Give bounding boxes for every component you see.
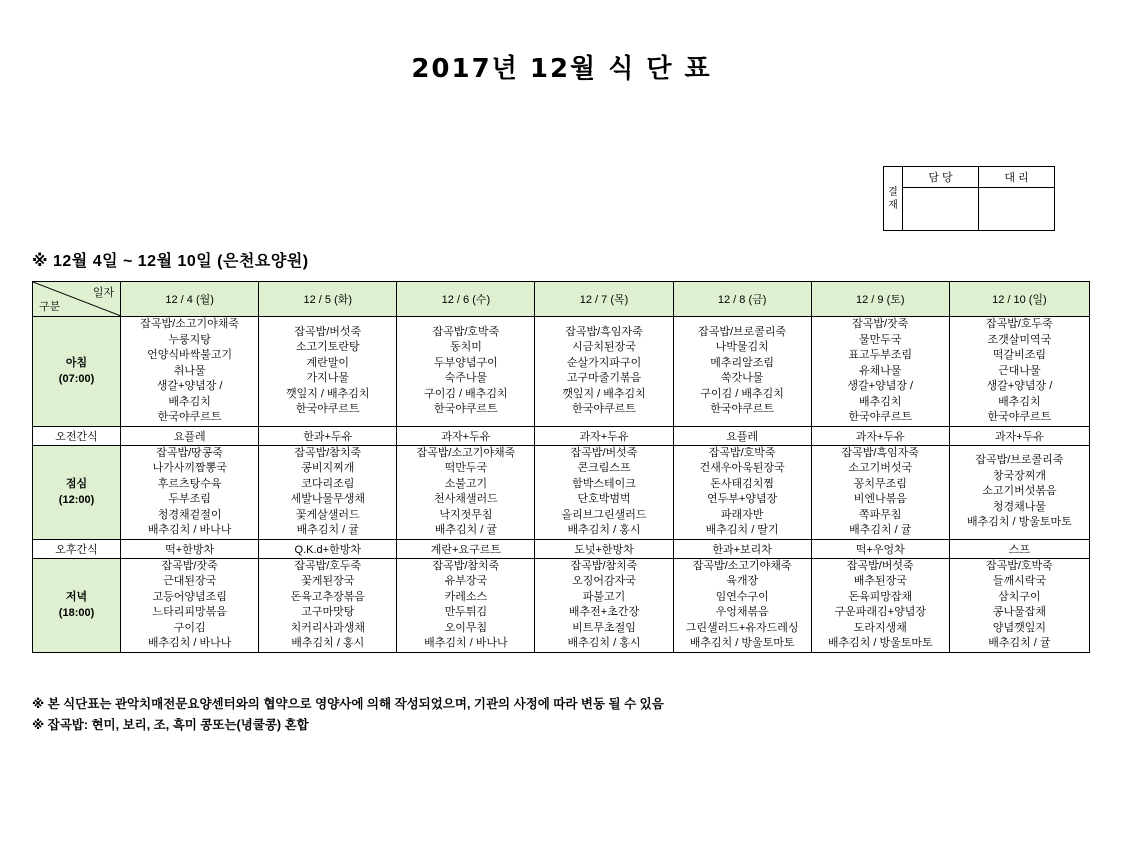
page-title: 2017년 12월 식 단 표: [411, 54, 712, 84]
menu-item: 계란말이: [306, 356, 350, 369]
menu-item: 한국야쿠르트: [572, 403, 636, 416]
menu-item: 구이김 / 배추김치: [424, 387, 508, 400]
menu-item: 한국야쿠르트: [434, 403, 498, 416]
menu-item: 느타리피망볶음: [152, 606, 227, 618]
menu-item: 꽃게된장국: [301, 575, 355, 587]
menu-cell-3-3: [397, 445, 535, 539]
menu-item: 배추김치 / 방울토마토: [689, 637, 795, 649]
menu-item: 누룽지탕: [168, 333, 211, 346]
menu-item: 돈육고추장볶음: [290, 590, 365, 603]
menu-item: 천사채샐러드: [434, 493, 498, 505]
weekly-menu-table: [32, 281, 1090, 653]
menu-cell-5-4: [535, 558, 673, 652]
menu-item: 잡곡밥/호두죽: [294, 559, 362, 572]
snack-cell-2-1: 요플레: [121, 426, 259, 445]
menu-cell-5-7: [949, 558, 1089, 652]
menu-item: 양념깻잎지: [992, 621, 1046, 634]
menu-cell-3-4: [535, 445, 673, 539]
meal-time: (07:00): [58, 373, 95, 386]
menu-item: 배추김치 / 귤: [434, 524, 498, 536]
snack-cell-2-6: 과자+두유: [811, 426, 949, 445]
menu-item: 배추김치 / 홍시: [567, 637, 641, 649]
menu-item: 파불고기: [582, 590, 626, 603]
menu-item: 배추김치 / 귤: [988, 637, 1051, 649]
date-header-6: 12 / 9 (토): [811, 282, 949, 317]
snack-cell-2-4: 과자+두유: [535, 426, 673, 445]
menu-cell-5-6: [811, 558, 949, 652]
menu-cell-5-5: [673, 558, 811, 652]
menu-item: 비트무초절임: [572, 621, 636, 634]
snack-cell-4-2: Q.K.d+한방차: [259, 539, 397, 558]
snack-cell-4-1: 떡+한방차: [121, 539, 259, 558]
menu-item: 연두부+양념장: [707, 493, 778, 505]
menu-cell-1-6: [811, 317, 949, 427]
corner-label-date: 일자: [92, 287, 115, 299]
approval-stamp-box: [883, 166, 1055, 231]
approval-col-2-header: 대 리: [979, 167, 1055, 188]
snack-cell-2-3: 과자+두유: [397, 426, 535, 445]
table-row: [33, 317, 1090, 427]
menu-item: 잡곡밥/소고기야채죽: [692, 559, 792, 572]
menu-item: 한국야쿠르트: [295, 403, 360, 416]
menu-item: 근대나물: [998, 364, 1041, 377]
menu-item: 시금치된장국: [572, 341, 636, 354]
date-header-7: 12 / 10 (일): [949, 282, 1089, 317]
menu-item: 꽃게살샐러드: [295, 508, 360, 521]
menu-cell-5-2: [259, 558, 397, 652]
menu-item: 코다리조림: [301, 477, 355, 490]
menu-item: 잡곡밥/참치죽: [432, 559, 500, 572]
menu-item: 배추김치 / 홍시: [291, 637, 365, 649]
menu-item: 콘크림스프: [577, 462, 631, 474]
menu-cell-1-2: [259, 317, 397, 427]
menu-item: 함박스테이크: [572, 477, 636, 490]
menu-item: 잡곡밥/소고기야채죽: [140, 318, 239, 330]
menu-item: 배추김치 / 바나나: [147, 524, 232, 536]
meal-name: 아침: [65, 357, 88, 370]
footnotes: [32, 694, 664, 736]
table-row: [33, 539, 1090, 558]
menu-item: 표고두부조림: [848, 349, 913, 361]
menu-item: 소고기버섯국: [848, 462, 913, 474]
corner-label-category: 구분: [39, 301, 61, 313]
menu-cell-3-1: [121, 445, 259, 539]
menu-item: 숙주나물: [444, 372, 488, 385]
menu-item: 배추된장국: [853, 575, 907, 587]
menu-item: 생갈+양념장 /: [986, 380, 1053, 392]
menu-item: 청경채겉절이: [157, 508, 222, 521]
menu-cell-3-5: [673, 445, 811, 539]
snack-cell-4-7: 스프: [949, 539, 1089, 558]
menu-item: 잡곡밥/흑임자죽: [841, 446, 919, 459]
menu-item: 배추김치: [168, 395, 211, 408]
menu-item: 오이무침: [444, 621, 488, 634]
menu-item: 청경채나물: [992, 500, 1046, 513]
menu-item: 돈육피망잡채: [848, 590, 913, 603]
menu-item: 소고기버섯볶음: [982, 485, 1057, 498]
menu-cell-5-1: [121, 558, 259, 652]
menu-item: 배추김치 / 바나나: [147, 637, 232, 649]
table-row: [33, 445, 1090, 539]
snack-label-2: 오전간식: [33, 426, 121, 445]
snack-cell-2-2: 한과+두유: [259, 426, 397, 445]
snack-cell-2-7: 과자+두유: [949, 426, 1089, 445]
menu-item: 잡곡밥/참치죽: [570, 559, 638, 572]
menu-item: 배추전+초간장: [568, 606, 640, 618]
approval-label: 결재: [884, 167, 903, 231]
menu-item: 한국야쿠르트: [157, 411, 222, 423]
menu-item: 잡곡밥/땅콩죽: [156, 446, 224, 459]
meal-time: (18:00): [58, 607, 95, 619]
menu-document-page: [0, 48, 1123, 842]
menu-item: 잡곡밥/호박죽: [432, 325, 500, 338]
menu-item: 잡곡밥/흑임자죽: [565, 325, 643, 338]
meal-name: 저녁: [65, 591, 88, 603]
menu-item: 한국야쿠르트: [987, 411, 1052, 423]
snack-cell-2-5: 요플레: [673, 426, 811, 445]
menu-item: 잡곡밥/버섯죽: [570, 446, 638, 459]
menu-item: 소불고기: [444, 477, 488, 490]
menu-item: 세발나물무생채: [290, 493, 365, 505]
menu-item: 후르츠탕수육: [157, 477, 222, 490]
menu-item: 생갈+양념장 /: [847, 380, 914, 392]
menu-item: 배추김치 / 방울토마토: [967, 516, 1072, 529]
menu-item: 소고기토란탕: [295, 341, 360, 354]
menu-item: 삼치구이: [998, 590, 1041, 603]
menu-item: 고등어양념조림: [152, 590, 227, 603]
menu-item: 잡곡밥/호두죽: [986, 318, 1053, 330]
menu-item: 배추김치 / 방울토마토: [827, 637, 933, 649]
menu-item: 우엉채볶음: [715, 606, 769, 618]
menu-item: 배추김치 / 귤: [849, 524, 912, 536]
footnote-2: ※ 잡곡밥: 현미, 보리, 조, 흑미 콩또는(녕쿨콩) 혼합: [32, 718, 309, 732]
menu-item: 잡곡밥/버섯죽: [846, 559, 914, 572]
menu-item: 들깨시락국: [992, 575, 1046, 587]
menu-item: 만두튀김: [444, 606, 488, 618]
menu-item: 떡만두국: [444, 462, 488, 474]
menu-item: 임연수구이: [715, 590, 769, 603]
menu-item: 물만두국: [859, 333, 902, 346]
menu-item: 구이김: [173, 621, 206, 634]
snack-cell-4-3: 계란+요구르트: [397, 539, 535, 558]
menu-item: 잡곡밥/호박죽: [986, 559, 1053, 572]
table-row: [33, 558, 1090, 652]
meal-time: (12:00): [58, 494, 95, 506]
date-header-2: 12 / 5 (화): [259, 282, 397, 317]
menu-item: 파래자반: [720, 508, 764, 521]
menu-item: 나박물김치: [715, 341, 769, 354]
menu-item: 근대된장국: [163, 575, 217, 587]
menu-item: 잡곡밥/브로콜리죽: [975, 454, 1064, 467]
menu-item: 콩비지찌개: [301, 462, 355, 474]
snack-cell-4-5: 한과+보리차: [673, 539, 811, 558]
menu-item: 창국장찌개: [992, 469, 1046, 482]
menu-item: 언양식바싹불고기: [147, 349, 233, 361]
menu-cell-1-4: [535, 317, 673, 427]
menu-item: 낙지젓무침: [439, 508, 493, 521]
menu-item: 육개장: [726, 575, 759, 587]
menu-item: 쪽파무침: [859, 508, 902, 521]
menu-item: 두부양념구이: [434, 356, 498, 369]
menu-item: 고구마맛탕: [301, 606, 355, 618]
approval-col-2-body[interactable]: [979, 188, 1055, 231]
menu-item: 단호박범벅: [577, 493, 631, 505]
menu-item: 깻잎지 / 배추김치: [562, 387, 646, 400]
menu-item: 건새우아욱된장국: [699, 462, 785, 474]
meal-label-5: [33, 558, 121, 652]
menu-item: 쑥갓나물: [720, 372, 764, 385]
menu-item: 카레소스: [444, 590, 488, 603]
snack-cell-4-6: 떡+우엉차: [811, 539, 949, 558]
menu-item: 도라지생채: [853, 621, 907, 634]
menu-item: 잡곡밥/버섯죽: [294, 325, 362, 338]
menu-item: 배추김치 / 귤: [296, 524, 359, 536]
menu-item: 오징어감자국: [572, 575, 636, 587]
menu-cell-3-6: [811, 445, 949, 539]
menu-item: 잡곡밥/잣죽: [852, 318, 909, 330]
menu-item: 유부장국: [444, 575, 488, 587]
menu-cell-3-2: [259, 445, 397, 539]
menu-item: 비엔나볶음: [853, 493, 907, 505]
menu-item: 배추김치: [859, 395, 902, 408]
menu-item: 잡곡밥/잣죽: [161, 559, 218, 572]
menu-item: 순살가지파구이: [566, 356, 642, 369]
menu-item: 꽁치무조림: [853, 477, 907, 490]
menu-item: 배추김치 / 딸기: [705, 524, 779, 536]
menu-item: 나가사끼짬뽕국: [152, 462, 227, 474]
menu-item: 가지나물: [306, 372, 350, 385]
date-header-5: 12 / 8 (금): [673, 282, 811, 317]
menu-item: 잡곡밥/호박죽: [708, 446, 776, 459]
period-heading: ※ 12월 4일 ~ 12월 10일 (은천요양원): [32, 253, 309, 270]
table-header-row: [33, 282, 1090, 317]
approval-col-1-body[interactable]: [903, 188, 979, 231]
menu-cell-5-3: [397, 558, 535, 652]
table-corner-cell: [33, 282, 121, 317]
menu-item: 구운파래김+양념장: [834, 606, 926, 618]
meal-name: 점심: [65, 478, 88, 490]
menu-item: 올리브그린샐러드: [561, 508, 647, 521]
menu-item: 잡곡밥/소고기야채죽: [416, 446, 516, 459]
menu-item: 취나물: [173, 364, 206, 377]
menu-item: 배추김치 / 바나나: [424, 637, 508, 649]
menu-item: 생갈+양념장 /: [156, 380, 223, 392]
menu-item: 그린샐러드+유자드레싱: [685, 621, 799, 634]
menu-cell-3-7: [949, 445, 1089, 539]
menu-cell-1-1: [121, 317, 259, 427]
table-row: [33, 426, 1090, 445]
footnote-1: ※ 본 식단표는 관악치매전문요양센터와의 협약으로 영양사에 의해 작성되었으며, 기관의 사정에 따라 변동 될 수 있음: [32, 697, 664, 711]
menu-item: 떡갈비조림: [992, 349, 1046, 361]
menu-item: 유채나물: [859, 364, 902, 377]
menu-item: 돈사태김치찜: [710, 477, 775, 490]
snack-cell-4-4: 도넛+한방차: [535, 539, 673, 558]
meal-label-1: [33, 317, 121, 427]
menu-item: 메추리알조림: [710, 356, 775, 369]
menu-cell-1-7: [949, 317, 1089, 427]
menu-item: 배추김치 / 홍시: [567, 524, 641, 536]
menu-cell-1-3: [397, 317, 535, 427]
menu-item: 잡곡밥/참치죽: [294, 446, 362, 459]
menu-cell-1-5: [673, 317, 811, 427]
date-header-1: 12 / 4 (월): [121, 282, 259, 317]
menu-item: 깻잎지 / 배추김치: [285, 387, 370, 400]
menu-item: 치커리사과생채: [290, 621, 365, 634]
menu-item: 콩나물잡채: [992, 606, 1046, 618]
date-header-3: 12 / 6 (수): [397, 282, 535, 317]
menu-item: 두부조림: [168, 493, 211, 505]
approval-col-1-header: 담 당: [903, 167, 979, 188]
menu-item: 구이김 / 배추김치: [700, 387, 784, 400]
menu-item: 한국야쿠르트: [710, 403, 775, 416]
meal-label-3: [33, 445, 121, 539]
menu-item: 고구마줄기볶음: [566, 372, 642, 385]
menu-item: 배추김치: [998, 395, 1041, 408]
menu-item: 동치미: [449, 341, 482, 354]
menu-item: 조갯살미역국: [987, 333, 1052, 346]
menu-item: 잡곡밥/브로콜리죽: [698, 325, 787, 338]
date-header-4: 12 / 7 (목): [535, 282, 673, 317]
snack-label-4: 오후간식: [33, 539, 121, 558]
menu-item: 한국야쿠르트: [848, 411, 913, 423]
